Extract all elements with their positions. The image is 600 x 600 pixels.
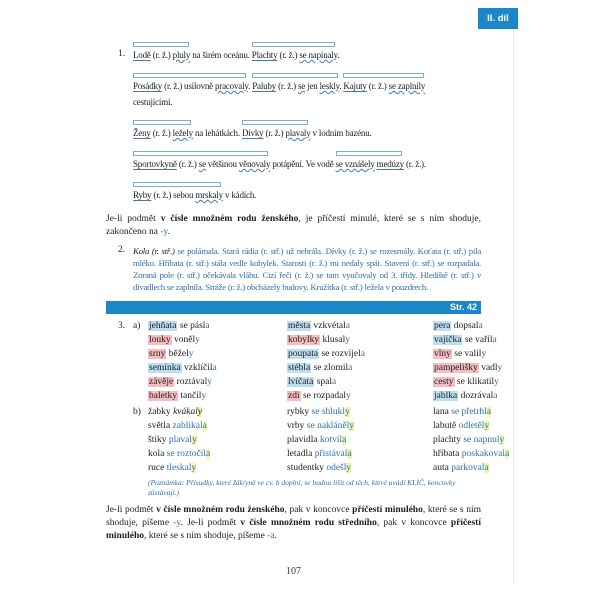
noun-word: ruce	[148, 463, 165, 473]
verb-stem: se klikatil	[456, 377, 495, 387]
text-segment: .	[248, 81, 253, 91]
verb-word: pracovaly	[215, 81, 249, 91]
verb-ending: y	[188, 349, 194, 359]
verb-ending: a	[345, 321, 350, 331]
noun-word: závěje	[149, 377, 174, 387]
noun-word: města	[288, 321, 311, 331]
text-segment: , je příčestí minulé, které se s ním shoduje, zakončeno na	[106, 214, 481, 237]
word-pair-row	[287, 389, 433, 403]
word-pair-row	[148, 433, 287, 447]
word-pair-row	[433, 433, 509, 447]
verb-word: pluly	[172, 50, 191, 60]
text-segment: , které se s ním shoduje, píšeme	[106, 505, 481, 528]
noun-word: stébla	[288, 363, 311, 373]
verb-stem: dopsal	[453, 321, 479, 331]
verb-stem: tančil	[180, 391, 202, 401]
verb-stem: poskakoval	[461, 449, 506, 459]
exercise1-lines	[133, 40, 481, 211]
noun-word: hříbata	[433, 449, 460, 459]
verb-ending: y	[191, 463, 197, 473]
text-segment: v čísle množném rodu středního	[240, 518, 377, 528]
word-pair-row	[433, 461, 509, 475]
verb-stem: dozrával	[460, 391, 494, 401]
exercise2	[106, 245, 481, 293]
noun-word: rybky	[287, 407, 310, 417]
verb-word: leskly	[319, 81, 340, 91]
sentence-line	[133, 149, 481, 170]
word-pair-row	[287, 461, 433, 475]
verb-ending: a	[486, 407, 492, 417]
noun-word: světla	[148, 421, 171, 431]
verb-word: se zaplnily	[388, 81, 426, 91]
word-pair-row	[148, 389, 287, 403]
word-pair-row	[433, 419, 509, 433]
text-segment: , pak v koncovce	[284, 505, 353, 515]
text-segment: , pak v koncovce	[376, 518, 451, 528]
text-segment: Je-li podmět	[106, 214, 161, 224]
exercise3-b-columns	[148, 405, 510, 475]
word-pair-row	[287, 405, 433, 419]
exercise3-a-columns	[148, 319, 503, 403]
volume-badge: II. díl	[478, 8, 518, 29]
noun-word: jablka	[434, 391, 458, 401]
text-segment: většinou	[205, 159, 239, 169]
exercise2-text	[133, 245, 481, 293]
noun-word: vlny	[434, 349, 451, 359]
verb-ending: y	[345, 335, 350, 345]
subject-word: Kajuty	[343, 81, 367, 91]
verb-word: se vznášely	[335, 159, 375, 169]
verb-ending: y	[484, 421, 490, 431]
verb-word: mrskaly	[195, 190, 223, 200]
verb-ending: y	[195, 335, 200, 345]
agreement-bracket	[133, 42, 189, 47]
sentence-line	[133, 118, 481, 139]
exercise3-number: 3.	[118, 321, 126, 331]
subject-word: Paluby	[252, 81, 277, 91]
noun-word: cesty	[434, 377, 454, 387]
word-pair-row	[433, 447, 509, 461]
text-segment: . Je-li podmět	[180, 518, 241, 528]
verb-stem: plaval	[168, 435, 193, 445]
word-pair-row	[433, 361, 502, 375]
verb-stem: se rozvíjel	[321, 349, 361, 359]
exercise1-number: 1.	[118, 49, 126, 59]
word-pair-row	[287, 319, 433, 333]
text-segment: příčestí minulého	[352, 505, 423, 515]
word-column	[287, 319, 433, 403]
word-pair-row	[148, 447, 287, 461]
verb-stem: kotvil	[319, 435, 343, 445]
word-pair-row	[148, 347, 287, 361]
noun-word: lana	[433, 407, 449, 417]
text-segment: v kádích.	[222, 190, 257, 200]
text-segment: (r. ž.)	[150, 50, 173, 60]
noun-word: pampelišky	[434, 363, 478, 373]
text-segment: na širém oceánu.	[190, 50, 252, 60]
verb-ending: a	[360, 349, 365, 359]
sentence-line	[133, 96, 481, 108]
verb-ending: a	[342, 435, 347, 445]
noun-word: zdi	[288, 391, 300, 401]
subject-word: Sportovkyně	[133, 159, 177, 169]
agreement-bracket	[343, 73, 424, 78]
word-column	[287, 405, 433, 475]
verb-ending: y	[497, 363, 503, 373]
page-reference-banner: Str. 42	[106, 301, 481, 314]
text-segment: (r. ž.) usilovně	[162, 81, 215, 91]
word-pair-row	[148, 333, 287, 347]
agreement-bracket	[336, 151, 402, 156]
verb-stem: vzklíčil	[184, 363, 213, 373]
verb-stem: parkoval	[451, 463, 485, 473]
verb-ending: y	[201, 391, 207, 401]
agreement-bracket	[133, 182, 221, 187]
text-segment: (r. ž.)	[150, 128, 173, 138]
word-column	[433, 405, 509, 475]
word-pair-row	[433, 375, 502, 389]
noun-word: vrby	[287, 421, 305, 431]
text-segment: se polámala. Stará rádia (r. stř.) už nehrála. Dívky (r. ž.) se rozesmály. Koťata (r. stř.) pila mléko. Hříbata (r. stř.) stála vedle kobylek. Starosti (r. ž.) mi nedaly spát. Stavení (r. stř.) se rozpadala. Zoraná pole (r. stř.) očekávala vláhu. Cizí řeči (r. ž.) se tam vyučovaly od 3. třídy. Hlediště (r. stř.) v divadlech se zaplnila. Stráže (r. ž.) obcházely budovy. Kružítka (r. stř.) ležela v pouzdrech.	[133, 246, 481, 292]
verb-stem: se roztočil	[166, 449, 207, 459]
verb-ending: a	[202, 421, 207, 431]
verb-stem: voněl	[174, 335, 196, 345]
word-pair-row	[433, 389, 502, 403]
text-segment: (r. ž.) sebou	[151, 190, 196, 200]
noun-word: poupata	[288, 349, 319, 359]
word-pair-row	[433, 333, 502, 347]
verb-ending: a	[492, 335, 497, 345]
verb-ending: a	[348, 363, 353, 373]
text-segment: v lodním bazénu.	[310, 128, 372, 138]
noun-word: letadla	[287, 449, 313, 459]
noun-word: louky	[149, 335, 171, 345]
noun-word: kola	[148, 449, 165, 459]
verb-stem: tleskal	[166, 463, 192, 473]
page-edge-line	[513, 29, 514, 585]
verb-ending: a	[478, 321, 483, 331]
exercise3-section-a	[106, 319, 503, 403]
word-pair-row	[433, 319, 502, 333]
text-segment: .	[167, 227, 171, 237]
exercise2-number: 2.	[118, 245, 126, 255]
verb-word: se	[297, 81, 306, 91]
noun-word: pera	[434, 321, 451, 331]
exercise3-label-a: a)	[133, 321, 141, 331]
word-pair-row	[433, 347, 502, 361]
noun-word: studentky	[287, 463, 324, 473]
verb-stem: spal	[316, 377, 333, 387]
verb-stem: přistával	[314, 449, 348, 459]
text-segment: -a	[267, 531, 275, 541]
verb-ending: y	[346, 463, 352, 473]
verb-stem: se nakláněl	[306, 421, 350, 431]
noun-word: žabky	[148, 407, 171, 417]
text-segment: cestujícími.	[133, 97, 173, 107]
sentence-line	[133, 180, 481, 201]
verb-ending: a	[206, 449, 211, 459]
noun-word: auta	[433, 463, 449, 473]
exercise3-label-b: b)	[133, 407, 141, 417]
verb-stem: běžel	[168, 349, 189, 359]
agreement-bracket	[133, 151, 268, 156]
subject-word: Ryby	[133, 190, 152, 200]
noun-word: semínka	[149, 363, 181, 373]
teacher-note: (Poznámka: Přísudky, které žák/yně ve cv. b doplní, se budou lišit od těch, které uvádí KLÍČ, koncovky zůstávají.)	[148, 478, 456, 497]
word-pair-row	[433, 405, 509, 419]
sentence-line	[133, 40, 481, 61]
text-segment: -y	[160, 227, 168, 237]
text-segment: Je-li podmět	[106, 505, 157, 515]
verb-ending: a	[332, 377, 337, 387]
word-pair-row	[287, 333, 433, 347]
verb-stem: se pásl	[179, 321, 206, 331]
noun-word: štiky	[148, 435, 167, 445]
verb-ending: y	[345, 391, 351, 401]
verb-word: se napínaly	[299, 50, 338, 60]
verb-word: ležely	[172, 128, 193, 138]
word-column	[433, 319, 502, 403]
verb-stem: klusal	[322, 335, 346, 345]
text-segment: příčestí minulého	[106, 518, 481, 541]
verb-stem: se rozpadal	[302, 391, 346, 401]
text-segment: (r. ž.)	[277, 50, 300, 60]
exercise3-number-spacer	[118, 405, 133, 475]
text-segment: .	[274, 531, 277, 541]
word-pair-row	[287, 447, 433, 461]
text-segment: Kola (r. stř.)	[133, 246, 175, 256]
verb-stem: se přetrhl	[451, 407, 487, 417]
text-segment: , které se s ním shoduje, píšeme	[144, 531, 268, 541]
verb-ending: a	[212, 363, 217, 373]
verb-ending: a	[484, 463, 489, 473]
text-segment: (r. ž.)	[263, 128, 286, 138]
subject-word: Ženy	[133, 128, 151, 138]
agreement-bracket	[252, 73, 338, 78]
verb-word: se	[198, 159, 206, 169]
subject-word: Plachty	[251, 50, 278, 60]
verb-stem: zablikal	[172, 421, 203, 431]
word-column	[148, 405, 287, 475]
exercise3-section-b	[106, 405, 510, 475]
verb-word: plavaly	[285, 128, 311, 138]
noun-word: kobylky	[288, 335, 320, 345]
word-pair-row	[287, 375, 433, 389]
text-segment: v čísle množném rodu ženského	[160, 214, 299, 224]
noun-word: lvíčata	[288, 377, 314, 387]
verb-ending: y	[345, 407, 350, 417]
text-segment: -y	[173, 518, 181, 528]
word-pair-row	[148, 361, 287, 375]
text-segment: v čísle množném rodu ženského	[156, 505, 285, 515]
verb-ending: a	[347, 449, 352, 459]
sentence-line	[133, 71, 481, 92]
noun-word: labutě	[433, 421, 457, 431]
text-segment: potápění. Ve vodě	[270, 159, 336, 169]
noun-word: plachty	[433, 435, 461, 445]
word-column	[148, 319, 287, 403]
verb-stem: se napnul	[463, 435, 500, 445]
exercise1	[106, 40, 481, 211]
verb-ending: y	[481, 349, 487, 359]
noun-word: jehňata	[149, 321, 177, 331]
verb-ending: y	[499, 435, 505, 445]
noun-word: plavidla	[287, 435, 318, 445]
word-pair-row	[148, 375, 287, 389]
noun-word: srny	[149, 349, 166, 359]
verb-ending: a	[205, 321, 210, 331]
agreement-bracket	[242, 120, 308, 125]
text-segment: jen	[305, 81, 320, 91]
word-pair-row	[148, 461, 287, 475]
rule-feminine	[106, 213, 481, 239]
verb-stem: vzkvétal	[313, 321, 346, 331]
verb-ending: y	[207, 377, 212, 387]
verb-ending: y	[494, 377, 499, 387]
verb-stem: roztával	[176, 377, 208, 387]
verb-ending: y	[349, 421, 355, 431]
verb-word: věnovaly	[238, 159, 271, 169]
word-pair-row	[287, 361, 433, 375]
verb-stem: odletěl	[458, 421, 485, 431]
word-pair-row	[148, 419, 287, 433]
verb-stem: se vařil	[464, 335, 493, 345]
verb-ending: a	[493, 391, 498, 401]
verb-stem: se shlukl	[311, 407, 346, 417]
noun-word: baletky	[149, 391, 177, 401]
word-pair-row	[148, 405, 287, 419]
agreement-bracket	[133, 120, 191, 125]
word-pair-row	[287, 419, 433, 433]
text-segment: (r. ž.)	[276, 81, 298, 91]
text-segment: (r. ž.).	[403, 159, 426, 169]
verb-ending: y	[192, 435, 197, 445]
subject-word: medúzy	[376, 159, 404, 169]
verb-stem: se zlomil	[313, 363, 349, 373]
verb-stem: kvákal	[173, 407, 198, 417]
text-segment: .	[339, 81, 344, 91]
text-segment: (r. ž.)	[366, 81, 389, 91]
text-segment: (r. ž.)	[176, 159, 199, 169]
verb-stem: se valil	[454, 349, 482, 359]
noun-word: vajíčka	[434, 335, 462, 345]
subject-word: Dívky	[241, 128, 264, 138]
verb-ending: y	[197, 407, 203, 417]
text-segment: na lehátkách.	[192, 128, 242, 138]
subject-word: Posádky	[133, 81, 163, 91]
agreement-bracket	[252, 42, 335, 47]
page-content	[106, 40, 510, 543]
text-segment: .	[337, 50, 340, 60]
rule-final	[106, 504, 481, 543]
subject-word: Lodě	[133, 50, 151, 60]
page-number: 107	[286, 566, 301, 577]
word-pair-row	[287, 433, 433, 447]
verb-ending: a	[505, 449, 510, 459]
verb-stem: odešl	[326, 463, 347, 473]
word-pair-row	[148, 319, 287, 333]
verb-stem: vadl	[481, 363, 498, 373]
word-pair-row	[287, 347, 433, 361]
agreement-bracket	[133, 73, 246, 78]
